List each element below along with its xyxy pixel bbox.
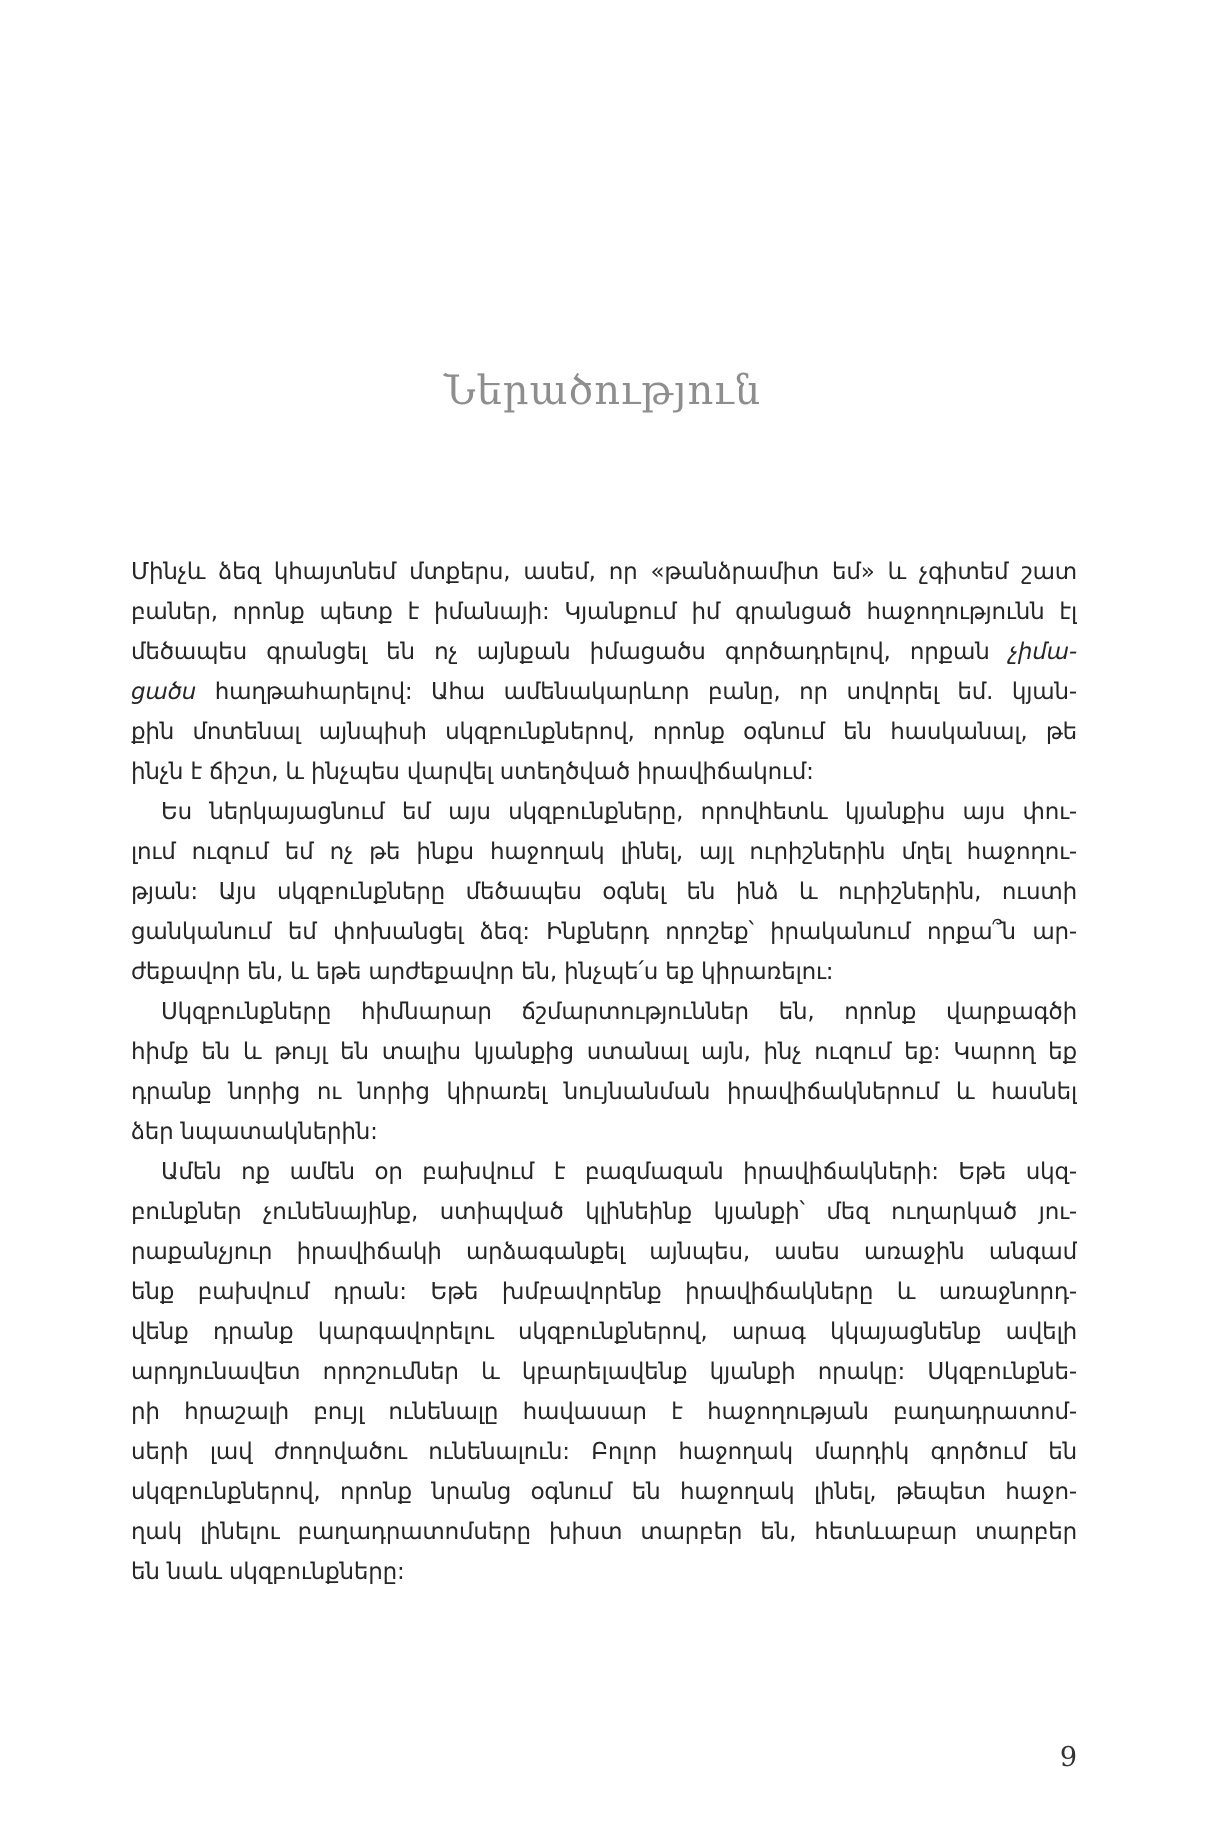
- text-run: Մինչև ձեզ կհայտնեմ մտքերս, ասեմ, որ «թանձրամիտ եմ» և չգիտեմ շատ: [131, 559, 1077, 585]
- text-line: [131, 1032, 1077, 1072]
- text-line: [131, 1312, 1077, 1352]
- text-line: [131, 632, 1077, 672]
- text-line: [131, 1072, 1077, 1112]
- paragraph: [131, 1152, 1077, 1592]
- text-run: բունքներ չունենայինք, ստիպված կլինեինք կյանքի՝ մեզ ուղարկած յու-: [131, 1199, 1077, 1225]
- text-line: [131, 1232, 1077, 1272]
- page-number: 9: [1059, 1742, 1077, 1773]
- text-run: Ես ներկայացնում եմ այս սկզբունքները, որովհետև կյանքիս այս փու-: [161, 799, 1077, 825]
- text-run: մեծապես գրանցել են ոչ այնքան իմացածս գործադրելով, որքան: [131, 639, 1009, 665]
- text-line: [131, 992, 1077, 1032]
- text-line: [131, 952, 1077, 992]
- text-run: Ամեն ոք ամեն օր բախվում է բազմազան իրավիճակների: Եթե սկզ-: [161, 1159, 1077, 1185]
- text-run: վենք դրանք կարգավորելու սկզբունքներով, արագ կկայացնենք ավելի: [131, 1319, 1077, 1345]
- text-run: հաղթահարելով: Ահա ամենակարևոր բանը, որ սովորել եմ. կյան-: [196, 679, 1077, 705]
- text-line: [131, 1512, 1077, 1552]
- text-line: [131, 1112, 1077, 1152]
- text-line: [131, 672, 1077, 712]
- text-run: թյան: Այս սկզբունքները մեծապես օգնել են ինձ և ուրիշներին, ուստի: [131, 879, 1077, 905]
- text-line: [131, 832, 1077, 872]
- text-line: [131, 1432, 1077, 1472]
- text-line: [131, 1352, 1077, 1392]
- text-line: [131, 912, 1077, 952]
- text-run: ենք բախվում դրան: Եթե խմբավորենք իրավիճակները և առաջնորդ-: [131, 1279, 1077, 1305]
- text-line: [131, 1552, 1077, 1592]
- text-run: հիմք են և թույլ են տալիս կյանքից ստանալ այն, ինչ ուզում եք: Կարող եք: [131, 1039, 1077, 1065]
- text-run: Սկզբունքները հիմնարար ճշմարտություններ են, որոնք վարքագծի: [161, 999, 1077, 1025]
- text-line: [131, 1192, 1077, 1232]
- text-line: [131, 592, 1077, 632]
- text-run: են նաև սկզբունքները:: [131, 1559, 405, 1585]
- text-run: րի հրաշալի բույլ ունենալը հավասար է հաջողության բաղադրատոմ-: [131, 1399, 1077, 1425]
- text-line: [131, 792, 1077, 832]
- text-run: դրանք նորից ու նորից կիրառել նույնանման իրավիճակներում և հասնել: [131, 1079, 1077, 1105]
- text-run: ձեր նպատակներին:: [131, 1119, 378, 1145]
- text-run: րաքանչյուր իրավիճակի արձագանքել այնպես, ասես առաջին անգամ: [131, 1239, 1077, 1265]
- text-run: արդյունավետ որոշումներ և կբարելավենք կյանքի որակը: Սկզբունքնե-: [131, 1359, 1077, 1385]
- text-run: բաներ, որոնք պետք է իմանայի: Կյանքում իմ գրանցած հաջողությունն էլ: [131, 599, 1077, 625]
- text-run: ղակ լինելու բաղադրատոմսերը խիստ տարբեր են, հետևաբար տարբեր: [131, 1519, 1077, 1545]
- paragraph: [131, 992, 1077, 1152]
- text-line: [131, 1472, 1077, 1512]
- text-run: սկզբունքներով, որոնք նրանց օգնում են հաջողակ լինել, թեպետ հաջո-: [131, 1479, 1077, 1505]
- chapter-title: Ներածություն: [443, 368, 762, 414]
- text-line: [131, 872, 1077, 912]
- text-run: ցանկանում եմ փոխանցել ձեզ: Ինքներդ որոշեք՝ իրականում որքա՞ն ար-: [131, 919, 1077, 945]
- text-line: [131, 1272, 1077, 1312]
- text-run: ժեքավոր են, և եթե արժեքավոր են, ինչպե՛ս եք կիրառելու:: [131, 959, 834, 985]
- text-line: [131, 752, 1077, 792]
- text-run: ինչն է ճիշտ, և ինչպես վարվել ստեղծված իրավիճակում:: [131, 759, 814, 785]
- italic-text-run: ցածս: [131, 679, 197, 705]
- paragraph: [131, 792, 1077, 992]
- text-run: քին մոտենալ այնպիսի սկզբունքներով, որոնք օգնում են հասկանալ, թե: [131, 719, 1077, 745]
- text-run: լում ուզում եմ ոչ թե ինքս հաջողակ լինել, այլ ուրիշներին մղել հաջողու-: [131, 839, 1077, 865]
- body-text: [131, 552, 1077, 1592]
- text-line: [131, 552, 1077, 592]
- text-line: [131, 1392, 1077, 1432]
- text-line: [131, 712, 1077, 752]
- text-run: սերի լավ ժողովածու ունենալուն: Բոլոր հաջողակ մարդիկ գործում են: [131, 1439, 1077, 1465]
- text-line: [131, 1152, 1077, 1192]
- paragraph: [131, 552, 1077, 792]
- italic-text-run: չիմա-: [1008, 639, 1077, 665]
